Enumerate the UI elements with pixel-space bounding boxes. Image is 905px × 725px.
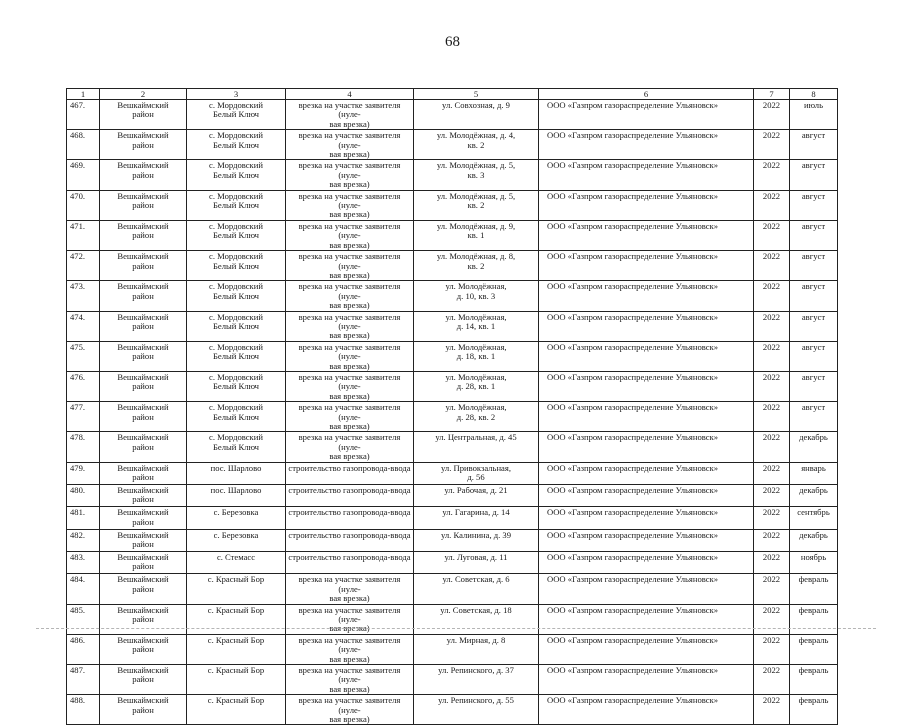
row-number: 484. <box>67 574 100 604</box>
year-cell: 2022 <box>754 160 790 190</box>
column-header-5: 5 <box>414 89 539 100</box>
row-number: 474. <box>67 311 100 341</box>
settlement-cell: с. Мордовский Белый Ключ <box>187 341 286 371</box>
work-type-cell: врезка на участке заявителя (нуле- вая врезка) <box>286 190 414 220</box>
row-number: 476. <box>67 371 100 401</box>
work-type-cell: строительство газопровода-ввода <box>286 552 414 574</box>
district-cell: Вешкаймский район <box>100 281 187 311</box>
column-header-1: 1 <box>67 89 100 100</box>
bottom-divider <box>36 628 876 629</box>
address-cell: ул. Репинского, д. 37 <box>414 665 539 695</box>
address-cell: ул. Центральная, д. 45 <box>414 432 539 462</box>
header-row <box>67 89 838 100</box>
district-cell: Вешкаймский район <box>100 574 187 604</box>
month-cell: ноябрь <box>790 552 838 574</box>
address-cell: ул. Мирная, д. 8 <box>414 634 539 664</box>
column-header-3: 3 <box>187 89 286 100</box>
settlement-cell: с. Мордовский Белый Ключ <box>187 160 286 190</box>
district-cell: Вешкаймский район <box>100 529 187 551</box>
table-row <box>67 371 838 401</box>
organization-cell: ООО «Газпром газораспределение Ульяновск» <box>539 100 754 130</box>
table-row <box>67 160 838 190</box>
year-cell: 2022 <box>754 529 790 551</box>
organization-cell: ООО «Газпром газораспределение Ульяновск» <box>539 432 754 462</box>
row-number: 467. <box>67 100 100 130</box>
table-row <box>67 574 838 604</box>
work-type-cell: врезка на участке заявителя (нуле- вая врезка) <box>286 220 414 250</box>
settlement-cell: с. Мордовский Белый Ключ <box>187 432 286 462</box>
district-cell: Вешкаймский район <box>100 220 187 250</box>
work-type-cell: строительство газопровода-ввода <box>286 529 414 551</box>
table-row <box>67 665 838 695</box>
row-number: 486. <box>67 634 100 664</box>
organization-cell: ООО «Газпром газораспределение Ульяновск» <box>539 190 754 220</box>
row-number: 485. <box>67 604 100 634</box>
row-number: 473. <box>67 281 100 311</box>
organization-cell: ООО «Газпром газораспределение Ульяновск» <box>539 402 754 432</box>
table-body <box>67 100 838 725</box>
row-number: 480. <box>67 484 100 506</box>
district-cell: Вешкаймский район <box>100 604 187 634</box>
district-cell: Вешкаймский район <box>100 402 187 432</box>
settlement-cell: с. Мордовский Белый Ключ <box>187 251 286 281</box>
work-type-cell: врезка на участке заявителя (нуле- вая врезка) <box>286 160 414 190</box>
row-number: 479. <box>67 462 100 484</box>
organization-cell: ООО «Газпром газораспределение Ульяновск» <box>539 634 754 664</box>
organization-cell: ООО «Газпром газораспределение Ульяновск» <box>539 604 754 634</box>
row-number: 472. <box>67 251 100 281</box>
settlement-cell: с. Березовка <box>187 529 286 551</box>
address-cell: ул. Репинского, д. 55 <box>414 695 539 725</box>
settlement-cell: пос. Шарлово <box>187 462 286 484</box>
table-row <box>67 507 838 529</box>
year-cell: 2022 <box>754 432 790 462</box>
address-cell: ул. Советская, д. 18 <box>414 604 539 634</box>
organization-cell: ООО «Газпром газораспределение Ульяновск» <box>539 160 754 190</box>
table-row <box>67 695 838 725</box>
table-row <box>67 251 838 281</box>
month-cell: февраль <box>790 574 838 604</box>
organization-cell: ООО «Газпром газораспределение Ульяновск» <box>539 130 754 160</box>
work-type-cell: врезка на участке заявителя (нуле- вая врезка) <box>286 371 414 401</box>
district-cell: Вешкаймский район <box>100 371 187 401</box>
work-type-cell: врезка на участке заявителя (нуле- вая врезка) <box>286 604 414 634</box>
address-cell: ул. Молодёжная, д. 9, кв. 1 <box>414 220 539 250</box>
work-type-cell: врезка на участке заявителя (нуле- вая врезка) <box>286 634 414 664</box>
settlement-cell: с. Стемасс <box>187 552 286 574</box>
address-cell: ул. Луговая, д. 11 <box>414 552 539 574</box>
column-header-8: 8 <box>790 89 838 100</box>
table-row <box>67 402 838 432</box>
settlement-cell: с. Мордовский Белый Ключ <box>187 371 286 401</box>
row-number: 483. <box>67 552 100 574</box>
address-cell: ул. Молодёжная, д. 5, кв. 3 <box>414 160 539 190</box>
year-cell: 2022 <box>754 695 790 725</box>
year-cell: 2022 <box>754 574 790 604</box>
address-cell: ул. Молодёжная, д. 5, кв. 2 <box>414 190 539 220</box>
district-cell: Вешкаймский район <box>100 695 187 725</box>
work-type-cell: врезка на участке заявителя (нуле- вая врезка) <box>286 281 414 311</box>
settlement-cell: с. Красный Бор <box>187 695 286 725</box>
organization-cell: ООО «Газпром газораспределение Ульяновск» <box>539 220 754 250</box>
district-cell: Вешкаймский район <box>100 130 187 160</box>
month-cell: август <box>790 402 838 432</box>
year-cell: 2022 <box>754 311 790 341</box>
year-cell: 2022 <box>754 462 790 484</box>
month-cell: декабрь <box>790 432 838 462</box>
month-cell: февраль <box>790 634 838 664</box>
table-row <box>67 529 838 551</box>
address-cell: ул. Молодёжная, д. 10, кв. 3 <box>414 281 539 311</box>
settlement-cell: с. Красный Бор <box>187 634 286 664</box>
address-cell: ул. Рабочая, д. 21 <box>414 484 539 506</box>
settlement-cell: с. Мордовский Белый Ключ <box>187 402 286 432</box>
work-type-cell: врезка на участке заявителя (нуле- вая врезка) <box>286 695 414 725</box>
address-cell: ул. Молодёжная, д. 14, кв. 1 <box>414 311 539 341</box>
table-row <box>67 281 838 311</box>
month-cell: февраль <box>790 604 838 634</box>
address-cell: ул. Молодёжная, д. 28, кв. 1 <box>414 371 539 401</box>
address-cell: ул. Советская, д. 6 <box>414 574 539 604</box>
address-cell: ул. Совхозная, д. 9 <box>414 100 539 130</box>
settlement-cell: с. Мордовский Белый Ключ <box>187 190 286 220</box>
month-cell: январь <box>790 462 838 484</box>
month-cell: август <box>790 311 838 341</box>
settlement-cell: с. Мордовский Белый Ключ <box>187 281 286 311</box>
month-cell: август <box>790 190 838 220</box>
organization-cell: ООО «Газпром газораспределение Ульяновск» <box>539 507 754 529</box>
work-type-cell: врезка на участке заявителя (нуле- вая врезка) <box>286 574 414 604</box>
row-number: 482. <box>67 529 100 551</box>
column-header-6: 6 <box>539 89 754 100</box>
month-cell: июль <box>790 100 838 130</box>
settlement-cell: пос. Шарлово <box>187 484 286 506</box>
month-cell: декабрь <box>790 484 838 506</box>
district-cell: Вешкаймский район <box>100 160 187 190</box>
work-type-cell: врезка на участке заявителя (нуле- вая врезка) <box>286 665 414 695</box>
settlement-cell: с. Красный Бор <box>187 604 286 634</box>
table-row <box>67 190 838 220</box>
row-number: 478. <box>67 432 100 462</box>
table-row <box>67 432 838 462</box>
district-cell: Вешкаймский район <box>100 190 187 220</box>
row-number: 488. <box>67 695 100 725</box>
table-row <box>67 100 838 130</box>
organization-cell: ООО «Газпром газораспределение Ульяновск» <box>539 695 754 725</box>
month-cell: сентябрь <box>790 507 838 529</box>
year-cell: 2022 <box>754 281 790 311</box>
year-cell: 2022 <box>754 190 790 220</box>
row-number: 481. <box>67 507 100 529</box>
district-cell: Вешкаймский район <box>100 432 187 462</box>
month-cell: август <box>790 371 838 401</box>
settlement-cell: с. Красный Бор <box>187 665 286 695</box>
address-cell: ул. Молодёжная, д. 8, кв. 2 <box>414 251 539 281</box>
table-row <box>67 341 838 371</box>
work-type-cell: врезка на участке заявителя (нуле- вая врезка) <box>286 341 414 371</box>
district-cell: Вешкаймский район <box>100 552 187 574</box>
row-number: 468. <box>67 130 100 160</box>
row-number: 487. <box>67 665 100 695</box>
row-number: 477. <box>67 402 100 432</box>
address-cell: ул. Молодёжная, д. 28, кв. 2 <box>414 402 539 432</box>
month-cell: август <box>790 220 838 250</box>
row-number: 471. <box>67 220 100 250</box>
month-cell: август <box>790 130 838 160</box>
district-cell: Вешкаймский район <box>100 634 187 664</box>
address-cell: ул. Гагарина, д. 14 <box>414 507 539 529</box>
month-cell: август <box>790 281 838 311</box>
work-type-cell: врезка на участке заявителя (нуле- вая врезка) <box>286 311 414 341</box>
year-cell: 2022 <box>754 251 790 281</box>
month-cell: август <box>790 160 838 190</box>
month-cell: август <box>790 251 838 281</box>
district-cell: Вешкаймский район <box>100 484 187 506</box>
year-cell: 2022 <box>754 552 790 574</box>
settlement-cell: с. Красный Бор <box>187 574 286 604</box>
table-row <box>67 604 838 634</box>
gasification-table <box>66 88 838 725</box>
year-cell: 2022 <box>754 100 790 130</box>
table-row <box>67 634 838 664</box>
table-row <box>67 462 838 484</box>
table-row <box>67 220 838 250</box>
work-type-cell: врезка на участке заявителя (нуле- вая врезка) <box>286 130 414 160</box>
month-cell: февраль <box>790 665 838 695</box>
column-header-4: 4 <box>286 89 414 100</box>
table-header <box>67 89 838 100</box>
column-header-7: 7 <box>754 89 790 100</box>
settlement-cell: с. Мордовский Белый Ключ <box>187 311 286 341</box>
table-row <box>67 311 838 341</box>
organization-cell: ООО «Газпром газораспределение Ульяновск» <box>539 341 754 371</box>
work-type-cell: строительство газопровода-ввода <box>286 507 414 529</box>
year-cell: 2022 <box>754 484 790 506</box>
year-cell: 2022 <box>754 604 790 634</box>
work-type-cell: врезка на участке заявителя (нуле- вая врезка) <box>286 402 414 432</box>
organization-cell: ООО «Газпром газораспределение Ульяновск» <box>539 484 754 506</box>
organization-cell: ООО «Газпром газораспределение Ульяновск» <box>539 552 754 574</box>
organization-cell: ООО «Газпром газораспределение Ульяновск» <box>539 371 754 401</box>
settlement-cell: с. Мордовский Белый Ключ <box>187 100 286 130</box>
district-cell: Вешкаймский район <box>100 462 187 484</box>
row-number: 469. <box>67 160 100 190</box>
district-cell: Вешкаймский район <box>100 311 187 341</box>
address-cell: ул. Молодёжная, д. 18, кв. 1 <box>414 341 539 371</box>
organization-cell: ООО «Газпром газораспределение Ульяновск» <box>539 311 754 341</box>
organization-cell: ООО «Газпром газораспределение Ульяновск» <box>539 281 754 311</box>
page-number: 68 <box>445 34 460 50</box>
organization-cell: ООО «Газпром газораспределение Ульяновск» <box>539 529 754 551</box>
year-cell: 2022 <box>754 507 790 529</box>
organization-cell: ООО «Газпром газораспределение Ульяновск» <box>539 665 754 695</box>
year-cell: 2022 <box>754 371 790 401</box>
settlement-cell: с. Березовка <box>187 507 286 529</box>
work-type-cell: строительство газопровода-ввода <box>286 484 414 506</box>
year-cell: 2022 <box>754 341 790 371</box>
year-cell: 2022 <box>754 634 790 664</box>
organization-cell: ООО «Газпром газораспределение Ульяновск» <box>539 251 754 281</box>
month-cell: февраль <box>790 695 838 725</box>
row-number: 475. <box>67 341 100 371</box>
district-cell: Вешкаймский район <box>100 665 187 695</box>
organization-cell: ООО «Газпром газораспределение Ульяновск» <box>539 462 754 484</box>
address-cell: ул. Привокзальная, д. 56 <box>414 462 539 484</box>
address-cell: ул. Молодёжная, д. 4, кв. 2 <box>414 130 539 160</box>
row-number: 470. <box>67 190 100 220</box>
month-cell: декабрь <box>790 529 838 551</box>
month-cell: август <box>790 341 838 371</box>
organization-cell: ООО «Газпром газораспределение Ульяновск» <box>539 574 754 604</box>
year-cell: 2022 <box>754 402 790 432</box>
table-row <box>67 552 838 574</box>
district-cell: Вешкаймский район <box>100 251 187 281</box>
district-cell: Вешкаймский район <box>100 100 187 130</box>
work-type-cell: врезка на участке заявителя (нуле- вая врезка) <box>286 251 414 281</box>
year-cell: 2022 <box>754 220 790 250</box>
year-cell: 2022 <box>754 130 790 160</box>
year-cell: 2022 <box>754 665 790 695</box>
address-cell: ул. Калинина, д. 39 <box>414 529 539 551</box>
settlement-cell: с. Мордовский Белый Ключ <box>187 220 286 250</box>
district-cell: Вешкаймский район <box>100 341 187 371</box>
table-row <box>67 484 838 506</box>
column-header-2: 2 <box>100 89 187 100</box>
work-type-cell: врезка на участке заявителя (нуле- вая врезка) <box>286 432 414 462</box>
settlement-cell: с. Мордовский Белый Ключ <box>187 130 286 160</box>
district-cell: Вешкаймский район <box>100 507 187 529</box>
work-type-cell: строительство газопровода-ввода <box>286 462 414 484</box>
table-row <box>67 130 838 160</box>
work-type-cell: врезка на участке заявителя (нуле- вая врезка) <box>286 100 414 130</box>
